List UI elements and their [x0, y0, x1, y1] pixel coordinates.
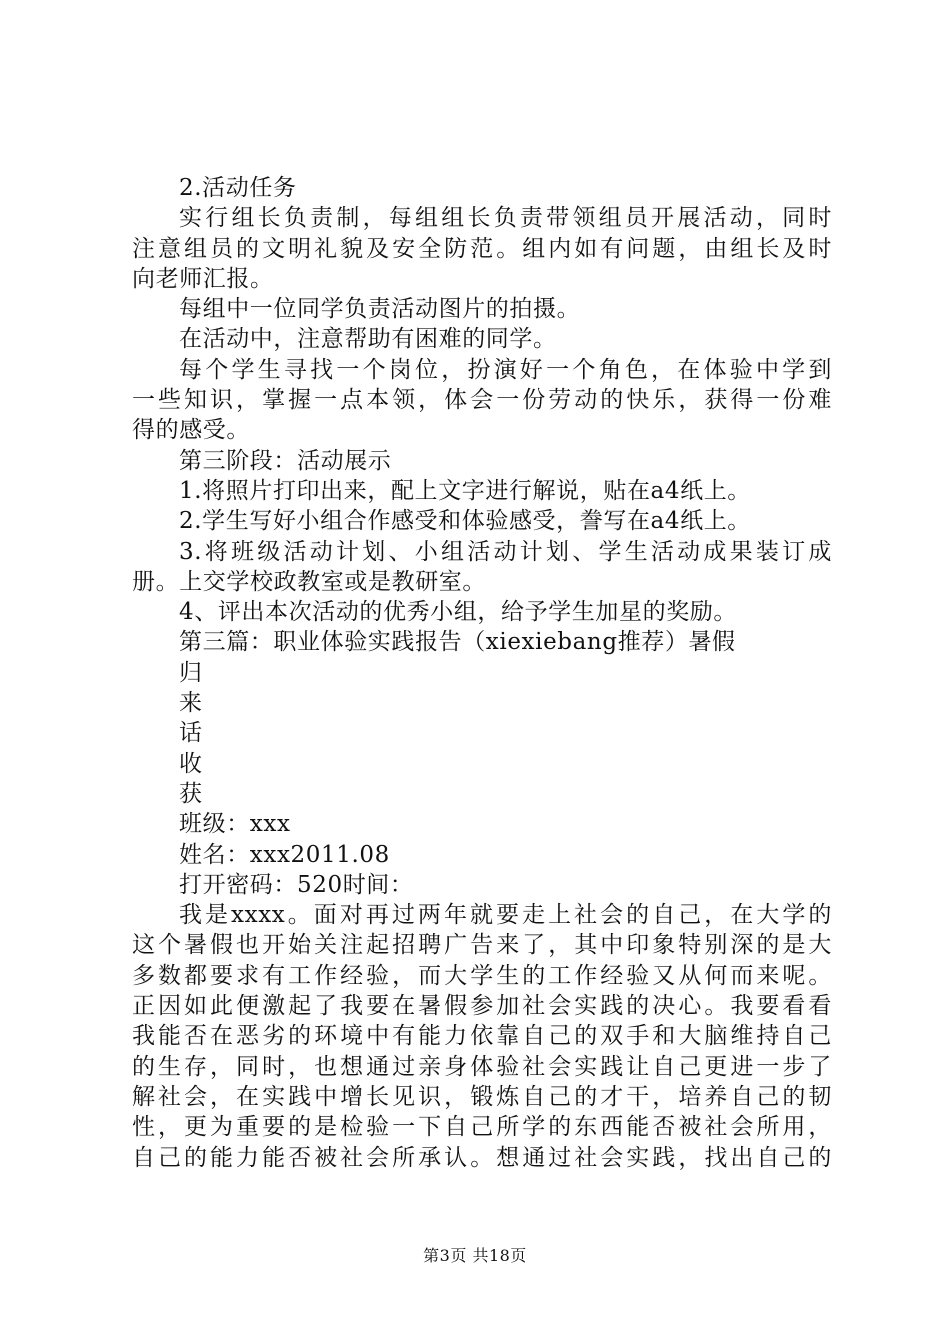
text-line: 1.将照片打印出来，配上文字进行解说，贴在a4纸上。 — [179, 477, 751, 504]
text-line: 解社会，在实践中增长见识，锻炼自己的才干，培养自己的韧 — [132, 1083, 832, 1110]
text-line: 第三篇：职业体验实践报告（xiexiebang推荐）暑假 — [179, 629, 736, 656]
text-line: 第三阶段：活动展示 — [179, 447, 392, 474]
text-line: 来 — [179, 690, 203, 717]
text-line: 归 — [179, 659, 203, 686]
text-line: 2.活动任务 — [179, 175, 297, 201]
text-line: 我是xxxx。面对再过两年就要走上社会的自己，在大学的 — [179, 902, 832, 929]
text-line: 性，更为重要的是检验一下自己所学的东西能否被社会所用， — [132, 1114, 832, 1141]
text-line: 实行组长负责制，每组组长负责带领组员开展活动，同时 — [179, 205, 832, 232]
text-line: 册。上交学校政教室或是教研室。 — [132, 568, 486, 595]
text-line: 一些知识，掌握一点本领，体会一份劳动的快乐，获得一份难 — [132, 387, 832, 414]
text-line: 这个暑假也开始关注起招聘广告来了，其中印象特别深的是大 — [132, 932, 832, 959]
text-line: 姓名：xxx2011.08 — [179, 841, 390, 868]
text-line: 话 — [179, 720, 203, 747]
text-line: 2.学生写好小组合作感受和体验感受，誊写在a4纸上。 — [179, 508, 751, 535]
text-line: 在活动中，注意帮助有困难的同学。 — [179, 326, 557, 353]
text-line: 向老师汇报。 — [132, 265, 274, 292]
text-line: 4、评出本次活动的优秀小组，给予学生加星的奖励。 — [179, 599, 738, 626]
text-line: 的生存，同时，也想通过亲身体验社会实践让自己更进一步了 — [132, 1053, 832, 1080]
text-line: 每组中一位同学负责活动图片的拍摄。 — [179, 296, 581, 323]
text-line: 每个学生寻找一个岗位，扮演好一个角色，在体验中学到 — [179, 356, 832, 383]
text-line: 3.将班级活动计划、小组活动计划、学生活动成果装订成 — [179, 538, 832, 565]
text-line: 打开密码：520时间： — [179, 871, 414, 898]
text-line: 得的感受。 — [132, 417, 250, 444]
document-body — [132, 173, 832, 1173]
text-line: 获 — [179, 780, 203, 807]
text-line: 正因如此便激起了我要在暑假参加社会实践的决心。我要看看 — [132, 993, 832, 1020]
page-number-footer: 第3页 共18页 — [423, 1246, 527, 1265]
text-line: 注意组员的文明礼貌及安全防范。组内如有问题，由组长及时 — [132, 235, 832, 262]
text-line: 多数都要求有工作经验，而大学生的工作经验又从何而来呢。 — [132, 962, 832, 989]
text-line: 我能否在恶劣的环境中有能力依靠自己的双手和大脑维持自己 — [132, 1023, 832, 1050]
text-line: 自己的能力能否被社会所承认。想通过社会实践，找出自己的 — [132, 1144, 832, 1171]
text-line: 收 — [179, 750, 203, 777]
text-line: 班级：xxx — [179, 811, 291, 838]
